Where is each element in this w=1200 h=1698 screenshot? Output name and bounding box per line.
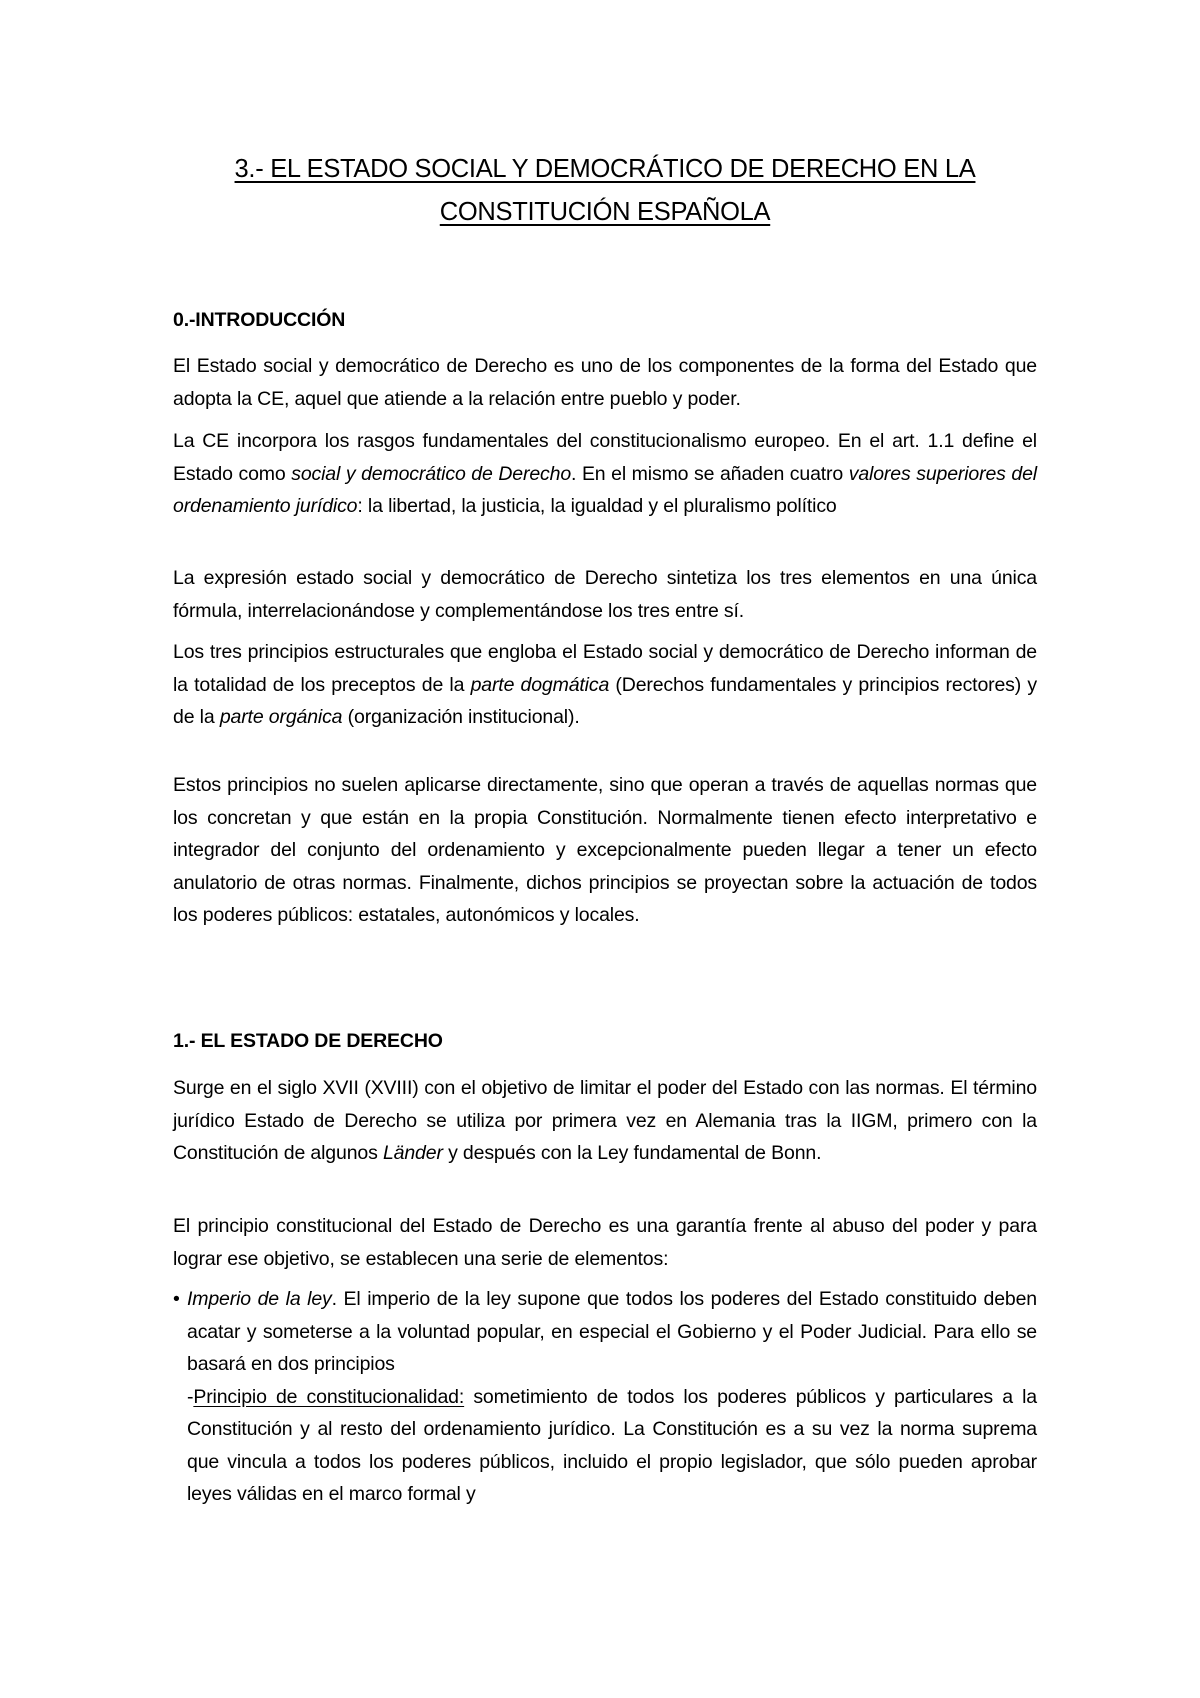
paragraph-4-italic-b: parte dogmática [470,673,610,696]
sub-item-underlined-term: Principio de constitucionalidad: [193,1385,465,1408]
title-line-2: CONSTITUCIÓN ESPAÑOLA [439,198,771,226]
paragraph-4-text-a: Los tres principios estructurales que engloba el Estado social y democrático de Derecho informan de la totalidad de los preceptos de la [173,641,1037,696]
paragraph-6 [173,1072,1037,1170]
bullet-item-text [187,1283,1037,1511]
paragraph-2-italic-d: valores superiores del ordenamiento jurídico [173,462,1037,517]
paragraph-5: Estos principios no suelen aplicarse directamente, sino que operan a través de aquellas normas que los concretan y que están en la propia Constitución. Normalmente tienen efecto interpretativo e integrador del conjunto del ordenamiento y excepcionalmente pueden llegar a tener un efecto anulatorio de otras normas. Finalmente, dichos principios se proyectan sobre la actuación de todos los poderes públicos: estatales, autonómicos y locales. [173,774,1037,926]
bullet-item-body: . El imperio de la ley supone que todos los poderes del Estado constituido deben acatar y someterse a la voluntad popular, en especial el Gobierno y el Poder Judicial. Para ello se basará en dos principios [187,1288,1037,1375]
paragraph-6-text-a: Surge en el siglo XVII (XVIII) con el objetivo de limitar el poder del Estado con las normas. El término jurídico Estado de Derecho se utiliza por primera vez en Alemania tras la IIGM, primero con la Constitución de algunos [173,1077,1037,1164]
paragraph-6-italic-b: Länder [382,1142,443,1164]
paragraph-4 [173,636,1037,734]
bullet-item-italic-term: Imperio de la ley [187,1288,332,1310]
sub-item-dash: - [187,1385,194,1408]
section-heading-estado-de-derecho: 1.- EL ESTADO DE DERECHO [173,1030,443,1052]
sub-item-body: sometimiento de todos los poderes públicos y particulares a la Constitución y al resto del ordenamiento jurídico. La Constitución es a su vez la norma suprema que vincula a todos los poderes públicos, incluido el propio legislador, que sólo pueden aprobar leyes válidas en el marco formal y [187,1385,1037,1505]
paragraph-6-text-c: y después con la Ley fundamental de Bonn. [442,1142,822,1164]
paragraph-4-text-c: (Derechos fundamentales y principios rectores) y de la [173,673,1037,728]
section-heading-introduccion: 0.-INTRODUCCIÓN [173,309,346,331]
paragraph-2-text-c: . En el mismo se añaden cuatro [571,462,849,485]
paragraph-4-italic-d: parte orgánica [219,706,343,728]
paragraph-7: El principio constitucional del Estado de Derecho es una garantía frente al abuso del poder y para lograr ese objetivo, se establecen una serie de elementos: [173,1215,1037,1270]
title-line-1: 3.- EL ESTADO SOCIAL Y DEMOCRÁTICO DE DERECHO EN LA [234,155,976,183]
bullet-icon: • [173,1288,180,1310]
paragraph-3: La expresión estado social y democrático de Derecho sintetiza los tres elementos en una única fórmula, interrelacionándose y complementándose los tres entre sí. [173,567,1037,622]
paragraph-4-text-e: (organización institucional). [342,706,580,728]
document-title [173,148,1037,234]
paragraph-2 [173,425,1037,523]
paragraph-2-text-e: : la libertad, la justicia, la igualdad y el pluralismo político [357,495,837,517]
paragraph-1: El Estado social y democrático de Derecho es uno de los componentes de la forma del Estado que adopta la CE, aquel que atiende a la relación entre pueblo y poder. [173,355,1037,410]
paragraph-2-text-a: La CE incorpora los rasgos fundamentales del constitucionalismo europeo. En el art. 1.1 define el Estado como [173,430,1037,485]
paragraph-2-italic-b: social y democrático de Derecho [291,462,572,485]
